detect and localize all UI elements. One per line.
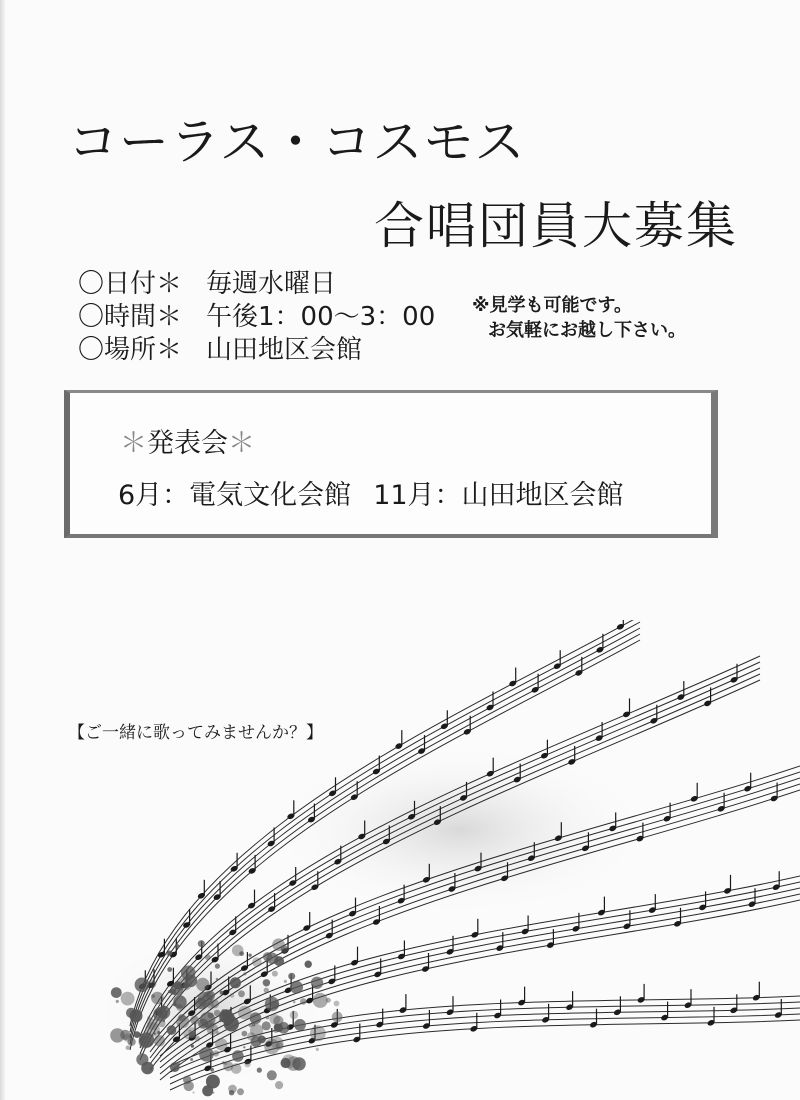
ink-splatter-dot: [238, 990, 245, 997]
ink-splatter-dot: [167, 1025, 177, 1035]
time-value: 午後1：00～3：00: [206, 302, 436, 332]
ink-splatter-dot: [216, 978, 218, 980]
ink-splatter-dot: [244, 1061, 250, 1067]
sheet-music-swirl-icon: [40, 620, 800, 1100]
ink-splatter-dot: [157, 1006, 170, 1019]
ink-splatter-dot: [275, 1081, 283, 1089]
ink-splatter-dot: [290, 1011, 298, 1019]
ink-splatter-dot: [134, 1031, 141, 1038]
ink-splatter-dot: [110, 1028, 124, 1042]
choir-name: コーラス・コスモス: [68, 113, 526, 171]
recital-title: [120, 421, 255, 460]
ink-splatter-dot: [243, 1046, 245, 1048]
ink-splatter-dot: [326, 998, 331, 1003]
ink-splatter-dot: [229, 1090, 234, 1095]
ink-splatter-dot: [195, 1036, 200, 1041]
star-icon-left: ＊: [120, 428, 147, 459]
date-value: 毎週水曜日: [206, 269, 337, 299]
recruitment-heading: 合唱団員大募集: [374, 197, 738, 255]
ink-splatter-dot: [183, 1076, 191, 1084]
ink-splatter-dot: [198, 1019, 208, 1029]
ink-splatter-dot: [232, 1050, 244, 1062]
ink-splatter-dot: [167, 967, 172, 972]
ink-splatter-dot: [173, 995, 186, 1008]
ink-splatter-dot: [288, 973, 295, 980]
ink-splatter-dot: [300, 998, 307, 1005]
ink-splatter-dot: [264, 988, 269, 993]
ink-splatter-dot: [267, 953, 279, 965]
ink-splatter-dot: [284, 980, 287, 983]
ink-splatter-dot: [305, 961, 312, 968]
ink-splatter-dot: [166, 951, 171, 956]
place-value: 山田地区会館: [206, 335, 363, 365]
ink-splatter-dot: [243, 972, 246, 975]
ink-splatter-dot: [158, 1020, 165, 1027]
schedule-info: [78, 268, 435, 367]
ink-splatter-dot: [316, 1048, 319, 1051]
ink-splatter-dot: [220, 991, 224, 995]
ink-splatter-dot: [266, 1016, 270, 1020]
ink-splatter-dot: [313, 993, 328, 1008]
ink-splatter-dot: [178, 977, 192, 991]
star-icon-right: ＊: [228, 428, 255, 459]
ink-splatter-dot: [252, 957, 262, 967]
recital-venue-november: 11月：山田地区会館: [373, 480, 624, 511]
ink-splatter-dot: [292, 1057, 305, 1070]
ink-splatter-dot: [272, 971, 278, 977]
ink-splatter-dot: [198, 992, 213, 1007]
ink-splatter-dot: [154, 1035, 165, 1046]
ink-splatter-dot: [205, 954, 211, 960]
ink-splatter-dot: [190, 1058, 193, 1061]
place-label: 〇場所＊: [78, 335, 183, 365]
ink-splatter-dot: [248, 954, 251, 957]
ink-splatter-dot: [190, 1016, 199, 1025]
info-row-place: [78, 334, 435, 367]
ink-splatter-dot: [222, 1011, 227, 1016]
ink-splatter-dot: [281, 945, 289, 953]
ink-splatter-dot: [226, 1013, 229, 1016]
ink-splatter-dot: [232, 945, 244, 957]
ink-splatter-dot: [263, 979, 270, 986]
ink-splatter-dot: [216, 1031, 220, 1035]
ink-splatter-dot: [334, 1001, 340, 1007]
visit-note-line-1: ※見学も可能です。: [472, 295, 633, 316]
ink-splatter-dot: [126, 1008, 136, 1018]
ink-splatter-dot: [116, 1000, 119, 1003]
ink-splatter-dot: [168, 990, 171, 993]
ink-splatter-dot: [250, 1024, 263, 1037]
ink-splatter-dot: [175, 944, 180, 949]
ink-splatter-dot: [237, 1088, 244, 1095]
ink-splatter-dot: [281, 1058, 291, 1068]
ink-splatter-dot: [210, 1068, 214, 1072]
ink-splatter-dot: [170, 1062, 180, 1072]
recital-venue-june: 6月：電気文化会館: [118, 480, 352, 511]
ink-splatter-dot: [196, 978, 209, 991]
ink-splatter-dot: [273, 1016, 283, 1026]
ink-splatter-dot: [224, 1062, 227, 1065]
ink-splatter-dot: [251, 1036, 262, 1047]
ink-splatter-dot: [191, 1045, 194, 1048]
ink-splatter-dot: [310, 1025, 326, 1041]
ink-splatter-dot: [193, 1091, 195, 1093]
ink-splatter-dot: [136, 1053, 148, 1065]
ink-splatter-dot: [154, 1033, 156, 1035]
ink-splatter-dot: [294, 1019, 306, 1031]
recital-venues: [118, 473, 624, 512]
ink-splatter-dot: [121, 992, 135, 1006]
info-row-date: [78, 268, 435, 301]
ink-splatter-dot: [198, 940, 205, 947]
ink-splatter-dot: [238, 1006, 252, 1020]
ink-splatter-dot: [199, 1047, 214, 1062]
ink-splatter-dot: [271, 1037, 284, 1050]
ink-splatter-dot: [183, 1029, 193, 1039]
info-row-time: [78, 301, 435, 334]
ink-splatter-dot: [250, 1012, 262, 1024]
ink-splatter-dot: [267, 1070, 277, 1080]
invitation-text: 【ご一緒に歌ってみませんか？】: [68, 723, 323, 743]
ink-splatter-dot: [202, 1085, 213, 1096]
ink-splatter-dot: [242, 1031, 248, 1037]
visit-note-line-2: お気軽にお越し下さい。: [488, 320, 686, 341]
visit-note: [472, 293, 686, 343]
ink-splatter-dot: [147, 1019, 158, 1030]
time-label: 〇時間＊: [78, 302, 183, 332]
recital-title-text: 発表会: [147, 428, 228, 459]
ink-splatter-dot: [176, 1015, 189, 1028]
ink-splatter-dot: [231, 1063, 242, 1074]
ink-splatter-dot: [293, 1001, 295, 1003]
ink-splatter-dot: [215, 1038, 227, 1050]
ink-splatter-dot: [311, 977, 323, 989]
ink-splatter-dot: [290, 981, 303, 994]
recital-box: [64, 390, 718, 538]
date-label: 〇日付＊: [78, 269, 183, 299]
ink-splatter-dot: [215, 964, 220, 969]
ink-splatter-dot: [123, 1034, 131, 1042]
ink-splatter-dot: [213, 1050, 219, 1056]
ink-splatter-dot: [126, 1046, 130, 1050]
scan-edge-shadow: [0, 0, 6, 1100]
ink-splatter-dot: [111, 987, 122, 998]
ink-splatter-dot: [257, 1068, 262, 1073]
ink-splatter-dot: [332, 1012, 343, 1023]
ink-splatter-dot: [230, 977, 241, 988]
ink-splatter-dot: [135, 978, 150, 993]
ink-splatter-dot: [262, 1021, 271, 1030]
ink-splatter-dot: [265, 997, 279, 1011]
ink-splatter-dot: [151, 992, 164, 1005]
ink-splatter-dot: [230, 993, 234, 997]
ink-splatter-dot: [139, 1036, 152, 1049]
